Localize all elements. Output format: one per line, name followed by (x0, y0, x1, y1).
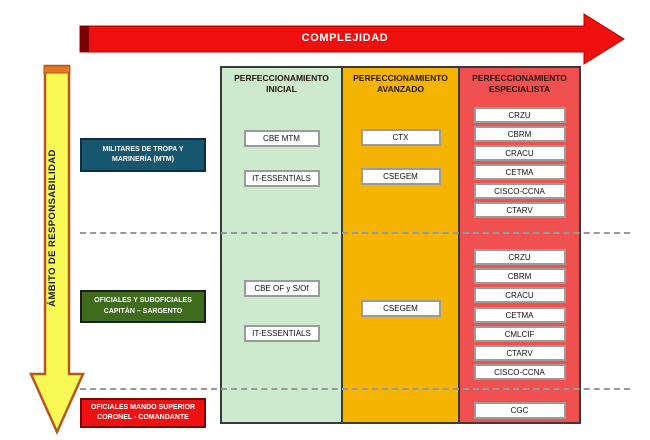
course-cmlcif-s2: CMLCIF (474, 326, 566, 342)
responsibility-arrow-label: ÁMBITO DE RESPONSABILIDAD (47, 149, 58, 307)
complexity-arrow-label: COMPLEJIDAD (301, 32, 389, 44)
row-divider-1 (80, 232, 630, 234)
column-perfeccionamiento-inicial (220, 66, 343, 424)
course-cbrm-s2: CBRM (474, 268, 566, 284)
course-cbrm-s1: CBRM (474, 126, 566, 142)
course-crzu-s2: CRZU (474, 249, 566, 265)
course-ctarv-s1: CTARV (474, 202, 566, 218)
course-ctarv-s2: CTARV (474, 345, 566, 361)
column-header-avanzado: PERFECCIONAMIENTO AVANZADO (353, 73, 448, 95)
course-ctx: CTX (361, 129, 441, 146)
column-header-inicial: PERFECCIONAMIENTO INICIAL (234, 73, 329, 95)
course-cbe-of-sof: CBE OF y S/Of (244, 280, 320, 297)
column-perfeccionamiento-especialista (458, 66, 581, 424)
row-label-militares-tropa-marineria: MILITARES DE TROPA Y MARINERÍA (MTM) (80, 138, 206, 172)
column-header-especialista: PERFECCIONAMIENTO ESPECIALISTA (472, 73, 567, 95)
row-label-oficiales-mando-superior: OFICIALES MANDO SUPERIOR CORONEL - COMANDANTE (80, 398, 206, 428)
course-cbe-mtm: CBE MTM (244, 130, 320, 147)
course-cisco-ccna-s1: CISCO-CCNA (474, 183, 566, 199)
course-csegem-oficiales: CSEGEM (361, 300, 441, 317)
course-cgc: CGC (474, 402, 566, 419)
course-it-essentials-oficiales: IT-ESSENTIALS (244, 325, 320, 342)
course-crzu-s1: CRZU (474, 107, 566, 123)
course-cetma-s1: CETMA (474, 164, 566, 180)
course-it-essentials-mtm: IT-ESSENTIALS (244, 170, 320, 187)
course-cracu-s2: CRACU (474, 287, 566, 303)
row-divider-2 (80, 388, 630, 390)
row-label-oficiales-suboficiales: OFICIALES Y SUBOFICIALES CAPITÁN – SARGENTO (80, 290, 206, 323)
course-cracu-s1: CRACU (474, 145, 566, 161)
course-cetma-s2: CETMA (474, 307, 566, 323)
course-cisco-ccna-s2: CISCO-CCNA (474, 364, 566, 380)
course-csegem-mtm: CSEGEM (361, 168, 441, 185)
column-perfeccionamiento-avanzado (341, 66, 460, 424)
